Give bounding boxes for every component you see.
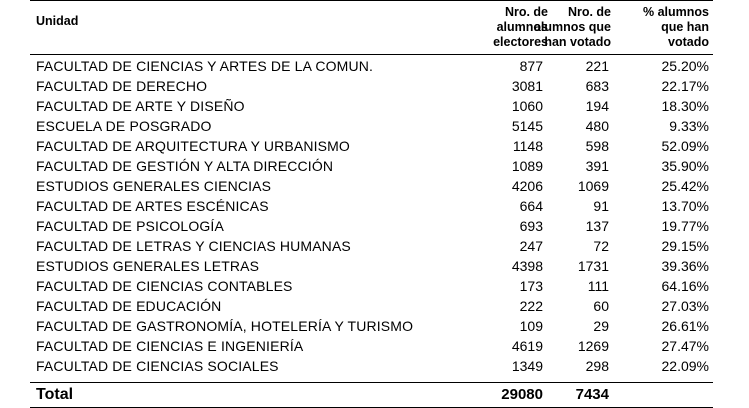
cell-unidad: FACULTAD DE LETRAS Y CIENCIAS HUMANAS [36,238,351,254]
header-unidad: Unidad [36,14,79,28]
cell-unidad: FACULTAD DE PSICOLOGÍA [36,218,224,234]
cell-porcentaje: 52.09% [661,138,709,154]
cell-electores: 1349 [511,358,543,374]
cell-votado: 221 [585,58,609,74]
table-row [30,336,713,356]
table-row [30,316,713,336]
results-table [30,0,713,408]
cell-electores: 247 [519,238,543,254]
cell-porcentaje: 26.61% [661,318,709,334]
cell-porcentaje: 9.33% [669,118,709,134]
cell-votado: 480 [585,118,609,134]
cell-votado: 194 [585,98,609,114]
cell-unidad: FACULTAD DE ARQUITECTURA Y URBANISMO [36,138,350,154]
cell-unidad: FACULTAD DE CIENCIAS CONTABLES [36,278,293,294]
cell-porcentaje: 27.47% [661,338,709,354]
cell-porcentaje: 27.03% [661,298,709,314]
total-electores: 29080 [501,386,543,403]
table-row [30,236,713,256]
cell-electores: 877 [519,58,543,74]
cell-electores: 3081 [511,78,543,94]
cell-unidad: FACULTAD DE CIENCIAS Y ARTES DE LA COMUN. [36,58,374,74]
cell-electores: 4619 [511,338,543,354]
cell-porcentaje: 25.20% [661,58,709,74]
cell-electores: 173 [519,278,543,294]
cell-electores: 664 [519,198,543,214]
cell-votado: 298 [585,358,609,374]
total-votado: 7434 [575,386,609,403]
cell-unidad: FACULTAD DE EDUCACIÓN [36,298,222,314]
table-row [30,156,713,176]
cell-porcentaje: 64.16% [661,278,709,294]
cell-votado: 1731 [577,258,609,274]
cell-unidad: FACULTAD DE ARTES ESCÉNICAS [36,198,269,214]
cell-unidad: FACULTAD DE ARTE Y DISEÑO [36,98,245,114]
cell-unidad: FACULTAD DE GESTIÓN Y ALTA DIRECCIÓN [36,158,334,174]
cell-unidad: FACULTAD DE CIENCIAS SOCIALES [36,358,279,374]
cell-electores: 109 [519,318,543,334]
cell-electores: 4398 [511,258,543,274]
header-electores: Nro. de alumnos electores [493,5,548,49]
cell-unidad: ESCUELA DE POSGRADO [36,118,212,134]
cell-votado: 391 [585,158,609,174]
cell-porcentaje: 22.09% [661,358,709,374]
cell-porcentaje: 35.90% [661,158,709,174]
table-row [30,176,713,196]
cell-porcentaje: 19.77% [661,218,709,234]
cell-electores: 222 [519,298,543,314]
table-row [30,296,713,316]
table-row [30,136,713,156]
cell-porcentaje: 22.17% [661,78,709,94]
cell-votado: 29 [593,318,609,334]
table-body [30,55,713,376]
cell-votado: 91 [593,198,609,214]
header-votado: Nro. de alumnos que han votado [533,5,611,49]
table-row [30,96,713,116]
table-header [30,0,713,55]
cell-votado: 72 [593,238,609,254]
table-row [30,276,713,296]
table-row [30,116,713,136]
cell-unidad: ESTUDIOS GENERALES LETRAS [36,258,260,274]
total-label: Total [36,386,74,403]
cell-unidad: FACULTAD DE GASTRONOMÍA, HOTELERÍA Y TURISMO [36,318,414,334]
table-row [30,56,713,76]
cell-porcentaje: 25.42% [661,178,709,194]
cell-porcentaje: 29.15% [661,238,709,254]
cell-electores: 5145 [511,118,543,134]
cell-votado: 1069 [577,178,609,194]
cell-electores: 4206 [511,178,543,194]
cell-votado: 598 [585,138,609,154]
cell-votado: 683 [585,78,609,94]
cell-unidad: FACULTAD DE DERECHO [36,78,208,94]
cell-electores: 1148 [512,138,543,154]
cell-porcentaje: 18.30% [661,98,709,114]
cell-porcentaje: 13.70% [661,198,709,214]
table-row [30,356,713,376]
cell-votado: 1269 [577,338,609,354]
table-row [30,216,713,236]
cell-votado: 60 [593,298,609,314]
header-porcentaje: % alumnos que han votado [643,5,709,49]
table-row [30,76,713,96]
cell-electores: 693 [519,218,543,234]
table-row [30,256,713,276]
cell-unidad: FACULTAD DE CIENCIAS E INGENIERÍA [36,338,304,354]
cell-votado: 111 [587,278,609,294]
cell-unidad: ESTUDIOS GENERALES CIENCIAS [36,178,272,194]
cell-electores: 1060 [511,98,543,114]
cell-votado: 137 [585,218,609,234]
table-row [30,196,713,216]
cell-electores: 1089 [511,158,543,174]
total-row [30,382,713,408]
cell-porcentaje: 39.36% [661,258,709,274]
